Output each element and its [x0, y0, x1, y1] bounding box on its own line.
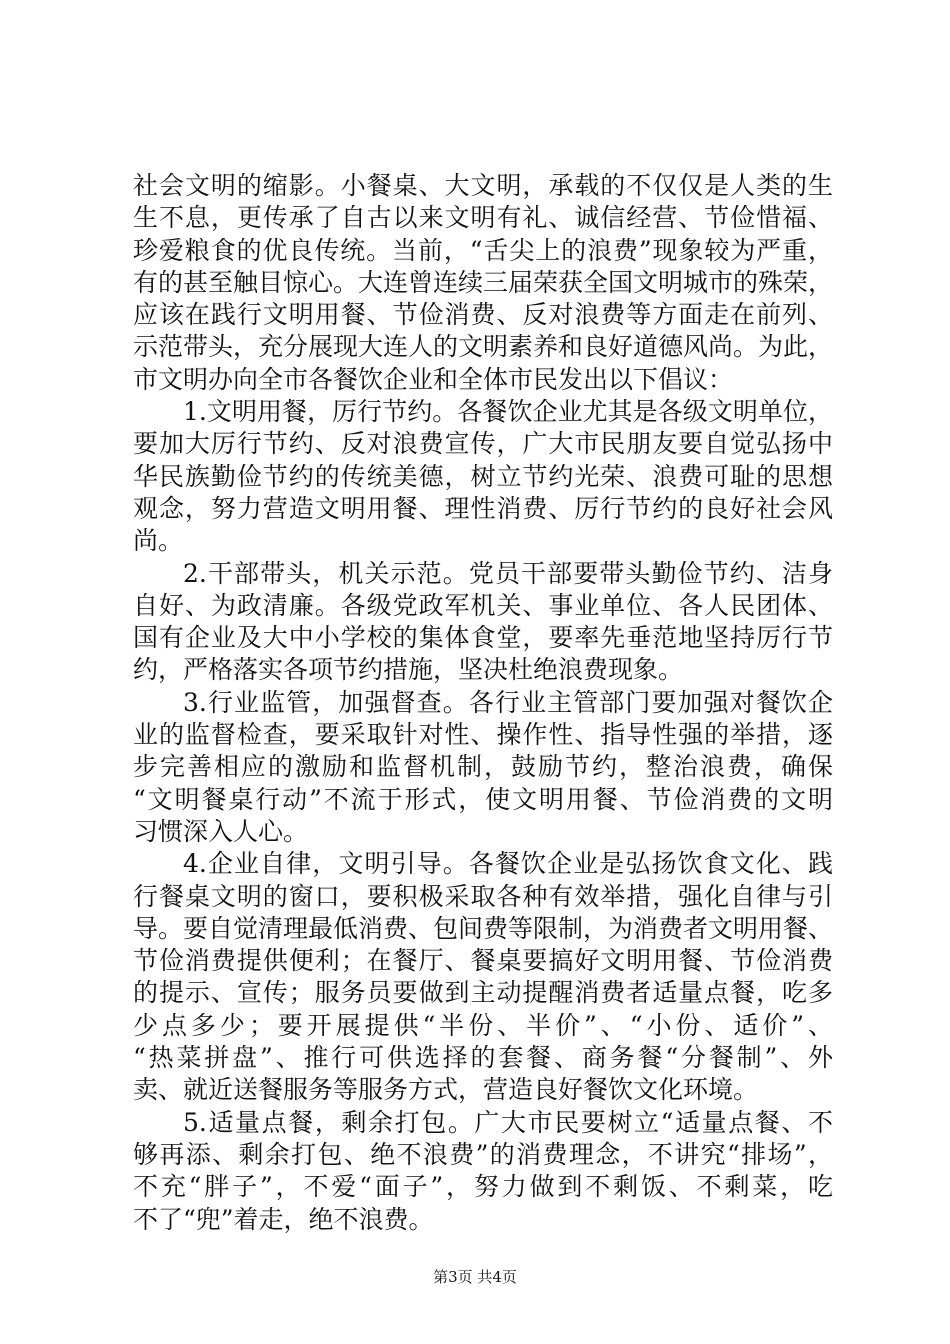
text-line: 珍爱粮食的优良传统。当前，“舌尖上的浪费”现象较为严重， [133, 235, 833, 265]
text-line: 要加大厉行节约、反对浪费宣传，广大市民朋友要自觉弘扬中 [133, 429, 833, 459]
text-line: 导。要自觉清理最低消费、包间费等限制，为消费者文明用餐、 [133, 913, 833, 943]
text-line: 5.适量点餐，剩余打包。广大市民要树立“适量点餐、不 [183, 1107, 833, 1137]
text-line: 3.行业监管，加强督查。各行业主管部门要加强对餐饮企 [183, 687, 833, 717]
text-line: “文明餐桌行动”不流于形式，使文明用餐、节俭消费的文明 [133, 784, 833, 814]
paragraph-item-5 [133, 1107, 833, 1236]
document-body [133, 170, 833, 1236]
text-line: 观念，努力营造文明用餐、理性消费、厉行节约的良好社会风 [133, 493, 833, 523]
text-line: 社会文明的缩影。小餐桌、大文明，承载的不仅仅是人类的生 [133, 171, 833, 200]
text-line: 步完善相应的激励和监督机制，鼓励节约，整治浪费，确保 [133, 752, 833, 782]
text-line: 1.文明用餐，厉行节约。各餐饮企业尤其是各级文明单位， [183, 397, 833, 427]
text-line: 4.企业自律，文明引导。各餐饮企业是弘扬饮食文化、践 [183, 849, 833, 879]
text-line: 少点多少；要开展提供“半份、半价”、“小份、适价”、 [133, 1010, 833, 1040]
text-line: 习惯深入人心。 [133, 816, 309, 846]
paragraph-item-2 [133, 558, 833, 687]
paragraph-item-4 [133, 848, 833, 1106]
text-line: “热菜拼盘”、推行可供选择的套餐、商务餐“分餐制”、外 [133, 1043, 833, 1073]
text-line: 尚。 [133, 526, 184, 556]
text-line: 示范带头，充分展现大连人的文明素养和良好道德风尚。为此， [133, 332, 833, 362]
paragraph-item-1 [133, 396, 833, 557]
text-line: 市文明办向全市各餐饮企业和全体市民发出以下倡议： [133, 364, 734, 394]
text-line: 华民族勤俭节约的传统美德，树立节约光荣、浪费可耻的思想 [133, 461, 833, 491]
text-line: 业的监督检查，要采取针对性、操作性、指导性强的举措，逐 [133, 720, 833, 750]
text-line: 2.干部带头，机关示范。党员干部要带头勤俭节约、洁身 [183, 558, 833, 588]
text-line: 自好、为政清廉。各级党政军机关、事业单位、各人民团体、 [133, 590, 833, 620]
text-line: 生不息，更传承了自古以来文明有礼、诚信经营、节俭惜福、 [133, 203, 833, 233]
text-line: 不了“兜”着走，绝不浪费。 [133, 1204, 434, 1234]
paragraph-item-3 [133, 687, 833, 848]
text-line: 的提示、宣传；服务员要做到主动提醒消费者适量点餐，吃多 [133, 978, 833, 1008]
text-line: 卖、就近送餐服务等服务方式，营造良好餐饮文化环境。 [133, 1075, 759, 1105]
text-line: 约，严格落实各项节约措施，坚决杜绝浪费现象。 [133, 655, 684, 685]
paragraph-intro [133, 170, 833, 396]
text-line: 不充“胖子”，不爱“面子”，努力做到不剩饭、不剩菜，吃 [133, 1172, 833, 1202]
text-line: 行餐桌文明的窗口，要积极采取各种有效举措，强化自律与引 [133, 881, 833, 911]
text-line: 国有企业及大中小学校的集体食堂，要率先垂范地坚持厉行节 [133, 623, 833, 653]
text-line: 够再添、剩余打包、绝不浪费”的消费理念，不讲究“排场”， [133, 1139, 833, 1169]
page-number-footer: 第3页 共4页 [433, 1268, 517, 1286]
text-line: 有的甚至触目惊心。大连曾连续三届荣获全国文明城市的殊荣， [133, 267, 833, 297]
text-line: 应该在践行文明用餐、节俭消费、反对浪费等方面走在前列、 [133, 300, 833, 330]
text-line: 节俭消费提供便利；在餐厅、餐桌要搞好文明用餐、节俭消费 [133, 946, 833, 976]
